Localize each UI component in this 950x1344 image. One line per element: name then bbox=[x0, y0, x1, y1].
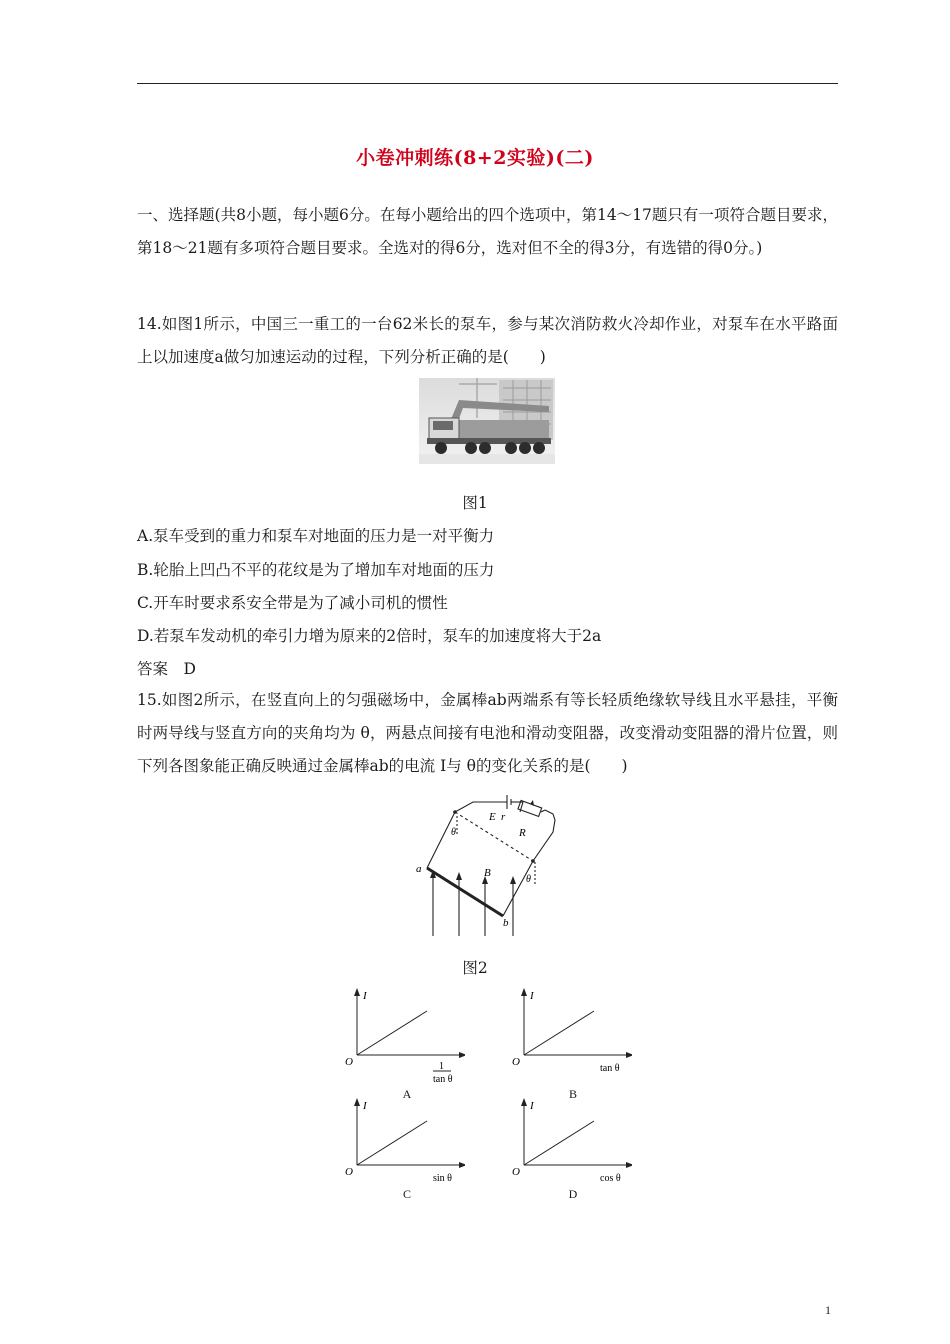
graph-a-y-label: I bbox=[363, 990, 367, 1002]
graph-a-label: A bbox=[402, 1087, 412, 1101]
page-title: 小卷冲刺练(8+2实验)(二) bbox=[356, 147, 594, 169]
graph-a-line bbox=[357, 1011, 427, 1055]
figure-1-caption: 图1 bbox=[462, 494, 488, 512]
label-b: b bbox=[503, 917, 509, 929]
label-E: E bbox=[489, 811, 496, 823]
graph-a-origin: O bbox=[345, 1056, 353, 1068]
pump-truck-photo bbox=[419, 378, 555, 464]
figure-2-circuit-diagram bbox=[405, 790, 570, 940]
graph-c-line bbox=[357, 1121, 427, 1165]
graph-d-line bbox=[524, 1121, 594, 1165]
question-14-stem: 14.如图1所示，中国三一重工的一台62米长的泵车，参与某次消防救火冷却作业，对泵车在水平路面上以加速度a做匀加速运动的过程，下列分析正确的是( ) bbox=[137, 315, 838, 366]
graph-d-label: D bbox=[568, 1187, 578, 1201]
graph-c-origin: O bbox=[345, 1166, 353, 1178]
graph-b bbox=[512, 985, 632, 1095]
graph-a bbox=[345, 985, 465, 1095]
graph-b-line bbox=[524, 1011, 594, 1055]
header-rule bbox=[137, 83, 838, 84]
graph-d-y-label: I bbox=[530, 1100, 534, 1112]
graph-b-x-label: tan θ bbox=[600, 1063, 620, 1074]
graph-b-y-label: I bbox=[530, 990, 534, 1002]
label-theta-right: θ bbox=[526, 874, 531, 885]
q14-option-a: A.泵车受到的重力和泵车对地面的压力是一对平衡力 bbox=[137, 527, 495, 545]
figure-2-caption: 图2 bbox=[462, 959, 488, 977]
q14-option-b: B.轮胎上凹凸不平的花纹是为了增加车对地面的压力 bbox=[137, 561, 495, 579]
label-R: R bbox=[519, 827, 526, 839]
graph-a-x-num: 1 bbox=[439, 1061, 444, 1072]
q14-answer: 答案 D bbox=[137, 660, 196, 678]
label-a: a bbox=[416, 863, 422, 875]
label-r: r bbox=[501, 811, 506, 823]
graph-b-label: B bbox=[568, 1087, 577, 1101]
page-number: 1 bbox=[825, 1303, 831, 1317]
graph-d-origin: O bbox=[512, 1166, 520, 1178]
graph-c-y-label: I bbox=[363, 1100, 367, 1112]
question-15-stem: 15.如图2所示，在竖直向上的匀强磁场中，金属棒ab两端系有等长轻质绝缘软导线且水平悬挂，平衡时两导线与竖直方向的夹角均为 θ，两悬点间接有电池和滑动变阻器，改变滑动变阻器的滑片位置，则下列各图象能正确反映通过金属棒ab的电流 I与 θ的变化关系的是( ) bbox=[137, 691, 838, 775]
graph-b-origin: O bbox=[512, 1056, 520, 1068]
graph-d-x-label: cos θ bbox=[600, 1173, 621, 1184]
label-B: B bbox=[484, 867, 491, 879]
label-theta-left: θ bbox=[451, 827, 456, 838]
q14-option-c: C.开车时要求系安全带是为了减小司机的惯性 bbox=[137, 594, 448, 612]
graph-c-x-label: sin θ bbox=[433, 1173, 452, 1184]
q14-option-d: D.若泵车发动机的牵引力增为原来的2倍时，泵车的加速度将大于2a bbox=[137, 627, 602, 645]
section-intro: 一、选择题(共8小题，每小题6分。在每小题给出的四个选项中，第14～17题只有一项符合题目要求，第18～21题有多项符合题目要求。全选对的得6分，选对但不全的得3分，有选错的得0分。) bbox=[137, 206, 838, 257]
graph-a-x-den: tan θ bbox=[433, 1074, 453, 1085]
graph-c-label: C bbox=[402, 1187, 411, 1201]
